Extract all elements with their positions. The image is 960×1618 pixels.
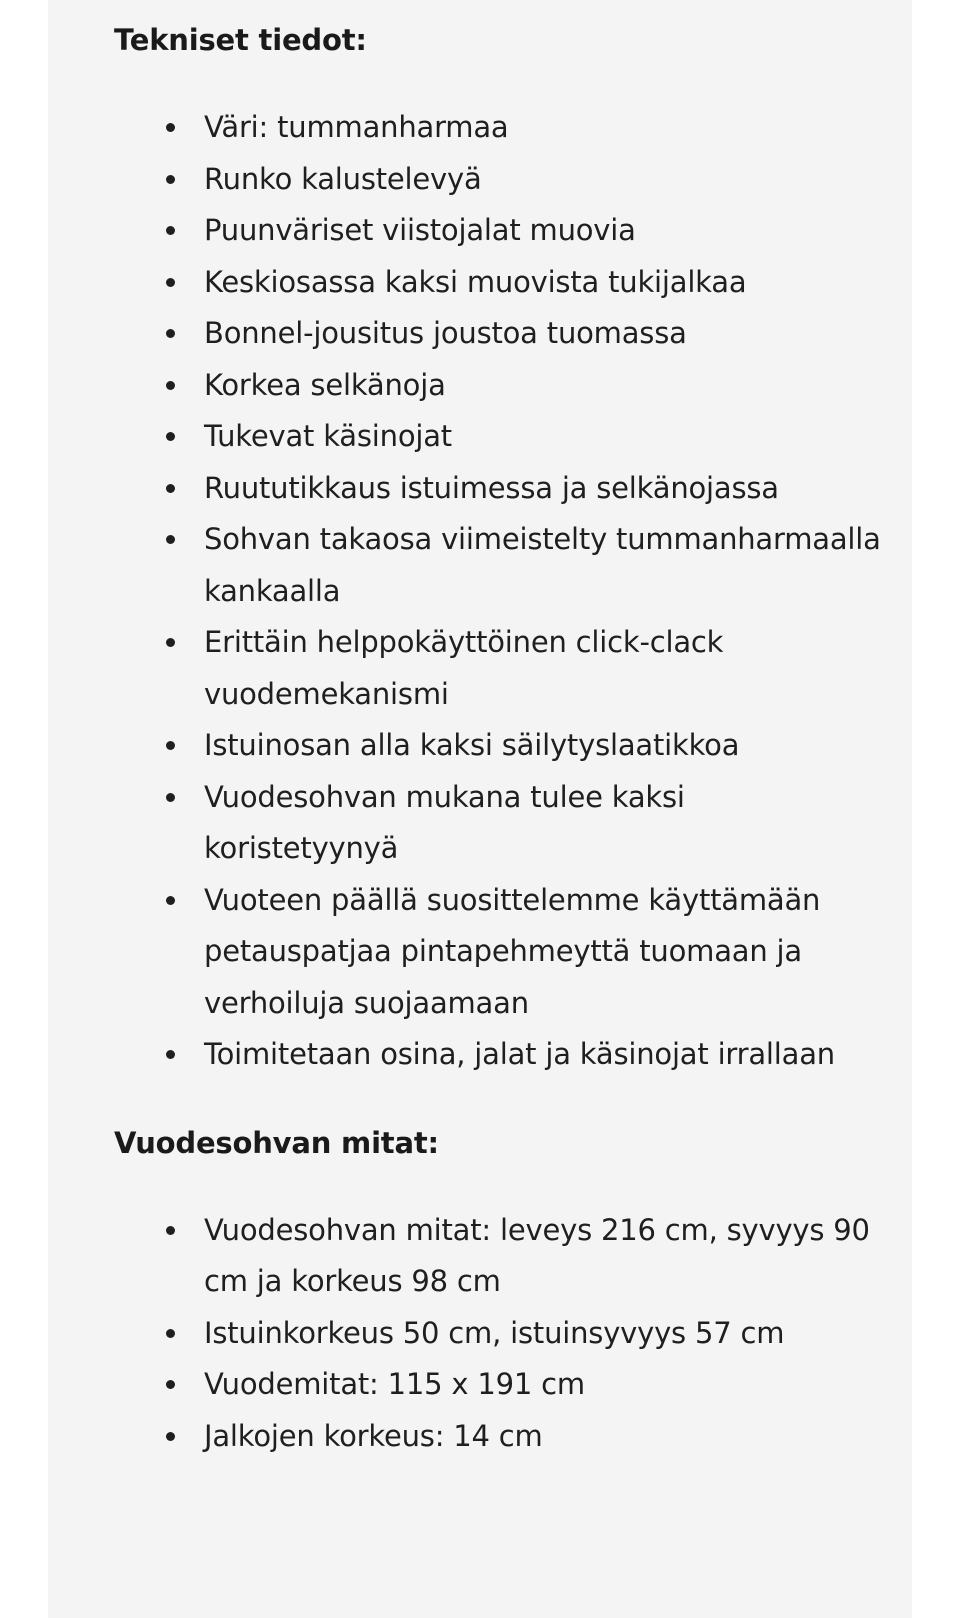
product-details-panel <box>48 0 912 1618</box>
list-item: Sohvan takaosa viimeistelty tummanharmaalla kankaalla <box>114 514 884 617</box>
list-item: Vuodesohvan mukana tulee kaksi koristetyynyä <box>114 772 884 875</box>
list-item: Runko kalustelevyä <box>114 154 884 206</box>
list-item: Korkea selkänoja <box>114 360 884 412</box>
list-item: Vuodesohvan mitat: leveys 216 cm, syvyys 90 cm ja korkeus 98 cm <box>114 1205 884 1308</box>
dimensions-heading: Vuodesohvan mitat: <box>114 1125 439 1160</box>
list-item: Bonnel-jousitus joustoa tuomassa <box>114 308 884 360</box>
list-item: Väri: tummanharmaa <box>114 102 884 154</box>
list-item: Keskiosassa kaksi muovista tukijalkaa <box>114 257 884 309</box>
list-item: Vuoteen päällä suosittelemme käyttämään petauspatjaa pintapehmeyttä tuomaan ja verhoiluja suojaamaan <box>114 875 884 1030</box>
list-item: Istuinosan alla kaksi säilytyslaatikkoa <box>114 720 884 772</box>
technical-specs-heading: Tekniset tiedot: <box>114 23 367 57</box>
dimensions-list <box>114 1205 884 1463</box>
technical-specs-list <box>114 102 884 1081</box>
list-item: Istuinkorkeus 50 cm, istuinsyvyys 57 cm <box>114 1308 884 1360</box>
list-item: Vuodemitat: 115 x 191 cm <box>114 1359 884 1411</box>
list-item: Puunväriset viistojalat muovia <box>114 205 884 257</box>
list-item: Jalkojen korkeus: 14 cm <box>114 1411 884 1463</box>
list-item: Toimitetaan osina, jalat ja käsinojat irrallaan <box>114 1029 884 1081</box>
list-item: Tukevat käsinojat <box>114 411 884 463</box>
product-details-content <box>114 22 884 1462</box>
list-item: Ruututikkaus istuimessa ja selkänojassa <box>114 463 884 515</box>
list-item: Erittäin helppokäyttöinen click-clack vuodemekanismi <box>114 617 884 720</box>
